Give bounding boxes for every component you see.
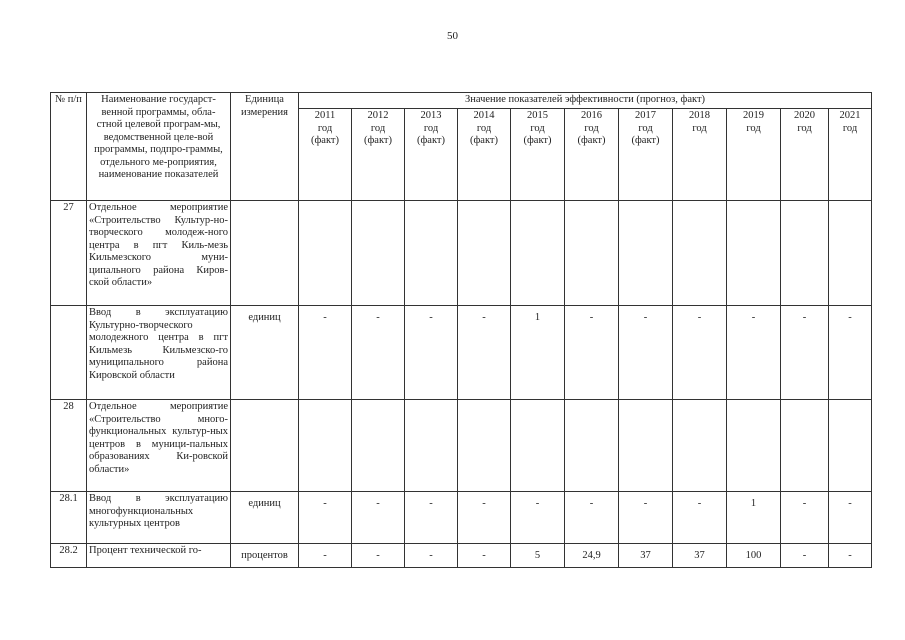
value-cell bbox=[619, 201, 673, 306]
table-row bbox=[51, 544, 872, 568]
row-name: Отдельное мероприятие «Строительство Культур-но-творческого молодеж-ного центра в пгт Киль-мезь Кильмезского муни-ципального района Киров-ской области» bbox=[87, 201, 231, 306]
year-header-unit: год bbox=[842, 122, 858, 134]
row-num: 27 bbox=[51, 201, 87, 306]
value-cell: - bbox=[352, 544, 405, 568]
value-cell: - bbox=[565, 306, 619, 400]
value-cell: - bbox=[829, 544, 872, 568]
year-header-2 bbox=[405, 109, 458, 201]
value-cell: - bbox=[299, 492, 352, 544]
row-name: Ввод в эксплуатацию Культурно-творческого молодежного центра в пгт Кильмезь Кильмезско-го муниципального района Кировской области bbox=[87, 306, 231, 400]
year-header-unit: год bbox=[638, 122, 653, 134]
value-cell: - bbox=[619, 492, 673, 544]
year-header-year: 2013 bbox=[420, 110, 442, 121]
year-header-3 bbox=[458, 109, 511, 201]
value-cell: - bbox=[727, 306, 781, 400]
value-cell: - bbox=[829, 492, 872, 544]
year-header-note: (факт) bbox=[469, 135, 498, 146]
value-cell bbox=[565, 201, 619, 306]
year-header-unit: год bbox=[317, 122, 333, 134]
header-num: № п/п bbox=[51, 93, 87, 201]
value-cell: - bbox=[565, 492, 619, 544]
value-cell bbox=[727, 400, 781, 492]
value-cell: - bbox=[352, 492, 405, 544]
value-cell bbox=[673, 201, 727, 306]
year-header-note: (факт) bbox=[577, 135, 606, 146]
table-row bbox=[51, 306, 872, 400]
value-cell: - bbox=[781, 306, 829, 400]
year-header-4 bbox=[511, 109, 565, 201]
year-header-year: 2016 bbox=[581, 110, 602, 121]
row-num: 28.2 bbox=[51, 544, 87, 568]
value-cell bbox=[299, 400, 352, 492]
value-cell: - bbox=[352, 306, 405, 400]
value-cell bbox=[511, 201, 565, 306]
value-cell: - bbox=[829, 306, 872, 400]
value-cell bbox=[781, 400, 829, 492]
year-header-note: (факт) bbox=[416, 135, 445, 146]
year-header-year: 2019 bbox=[743, 110, 764, 121]
value-cell: 1 bbox=[511, 306, 565, 400]
value-cell bbox=[619, 400, 673, 492]
value-cell bbox=[673, 400, 727, 492]
indicators-table bbox=[50, 92, 872, 568]
value-cell: - bbox=[673, 492, 727, 544]
value-cell: - bbox=[458, 544, 511, 568]
year-header-year: 2021 bbox=[839, 110, 861, 121]
header-values: Значение показателей эффективности (прогноз, факт) bbox=[299, 93, 872, 109]
value-cell: - bbox=[299, 544, 352, 568]
row-name: Ввод в эксплуатацию многофункциональных культурных центров bbox=[87, 492, 231, 544]
value-cell bbox=[781, 201, 829, 306]
year-header-unit: год bbox=[370, 122, 386, 134]
year-header-year: 2014 bbox=[473, 110, 495, 121]
year-header-7 bbox=[673, 109, 727, 201]
value-cell: 37 bbox=[619, 544, 673, 568]
value-cell: - bbox=[405, 544, 458, 568]
row-unit: единиц bbox=[231, 492, 299, 544]
year-header-year: 2012 bbox=[367, 110, 389, 121]
value-cell: - bbox=[299, 306, 352, 400]
year-header-unit: год bbox=[423, 122, 439, 134]
value-cell: - bbox=[405, 492, 458, 544]
year-header-unit: год bbox=[476, 122, 492, 134]
value-cell: 37 bbox=[673, 544, 727, 568]
year-header-note: (факт) bbox=[363, 135, 392, 146]
row-num: 28.1 bbox=[51, 492, 87, 544]
value-cell: - bbox=[673, 306, 727, 400]
value-cell: - bbox=[405, 306, 458, 400]
header-unit: Единица измерения bbox=[231, 93, 299, 201]
value-cell: 100 bbox=[727, 544, 781, 568]
value-cell: - bbox=[781, 544, 829, 568]
year-header-unit: год bbox=[530, 122, 545, 134]
page-number: 50 bbox=[447, 30, 458, 42]
value-cell bbox=[405, 201, 458, 306]
year-header-unit: год bbox=[584, 122, 599, 134]
value-cell bbox=[565, 400, 619, 492]
row-unit bbox=[231, 400, 299, 492]
year-header-8 bbox=[727, 109, 781, 201]
year-header-year: 2018 bbox=[689, 110, 710, 121]
year-header-unit: год bbox=[746, 122, 761, 134]
year-header-1 bbox=[352, 109, 405, 201]
year-header-0 bbox=[299, 109, 352, 201]
value-cell bbox=[829, 201, 872, 306]
year-header-5 bbox=[565, 109, 619, 201]
value-cell bbox=[405, 400, 458, 492]
year-header-year: 2017 bbox=[635, 110, 656, 121]
table-row bbox=[51, 492, 872, 544]
year-header-10 bbox=[829, 109, 872, 201]
value-cell: 5 bbox=[511, 544, 565, 568]
value-cell: - bbox=[458, 306, 511, 400]
value-cell: - bbox=[458, 492, 511, 544]
year-header-year: 2020 bbox=[794, 110, 815, 121]
value-cell: - bbox=[781, 492, 829, 544]
header-name: Наименование государст-венной программы, обла-стной целевой програм-мы, ведомственной целе-вой программы, подпро-граммы, отдельного ме-роприятия, наименование показателей bbox=[87, 93, 231, 201]
row-unit: процентов bbox=[231, 544, 299, 568]
row-unit: единиц bbox=[231, 306, 299, 400]
value-cell: 24,9 bbox=[565, 544, 619, 568]
value-cell: - bbox=[511, 492, 565, 544]
year-header-note: (факт) bbox=[310, 135, 339, 146]
row-num: 28 bbox=[51, 400, 87, 492]
value-cell bbox=[829, 400, 872, 492]
value-cell bbox=[458, 201, 511, 306]
year-header-unit: год bbox=[692, 122, 707, 134]
row-unit bbox=[231, 201, 299, 306]
year-header-9 bbox=[781, 109, 829, 201]
value-cell bbox=[727, 201, 781, 306]
year-header-year: 2015 bbox=[527, 110, 548, 121]
row-name: Процент технической го- bbox=[87, 544, 231, 568]
value-cell bbox=[511, 400, 565, 492]
year-header-year: 2011 bbox=[314, 110, 336, 121]
row-name: Отдельное мероприятие «Строительство много-функциональных культур-ных центров в муници-пальных образованиях Ки-ровской области» bbox=[87, 400, 231, 492]
year-header-6 bbox=[619, 109, 673, 201]
table-row bbox=[51, 400, 872, 492]
value-cell bbox=[458, 400, 511, 492]
value-cell: - bbox=[619, 306, 673, 400]
table-row bbox=[51, 201, 872, 306]
value-cell: 1 bbox=[727, 492, 781, 544]
value-cell bbox=[299, 201, 352, 306]
value-cell bbox=[352, 201, 405, 306]
year-header-unit: год bbox=[797, 122, 812, 134]
year-header-note: (факт) bbox=[523, 135, 552, 146]
year-header-note: (факт) bbox=[631, 135, 660, 146]
value-cell bbox=[352, 400, 405, 492]
row-num bbox=[51, 306, 87, 400]
